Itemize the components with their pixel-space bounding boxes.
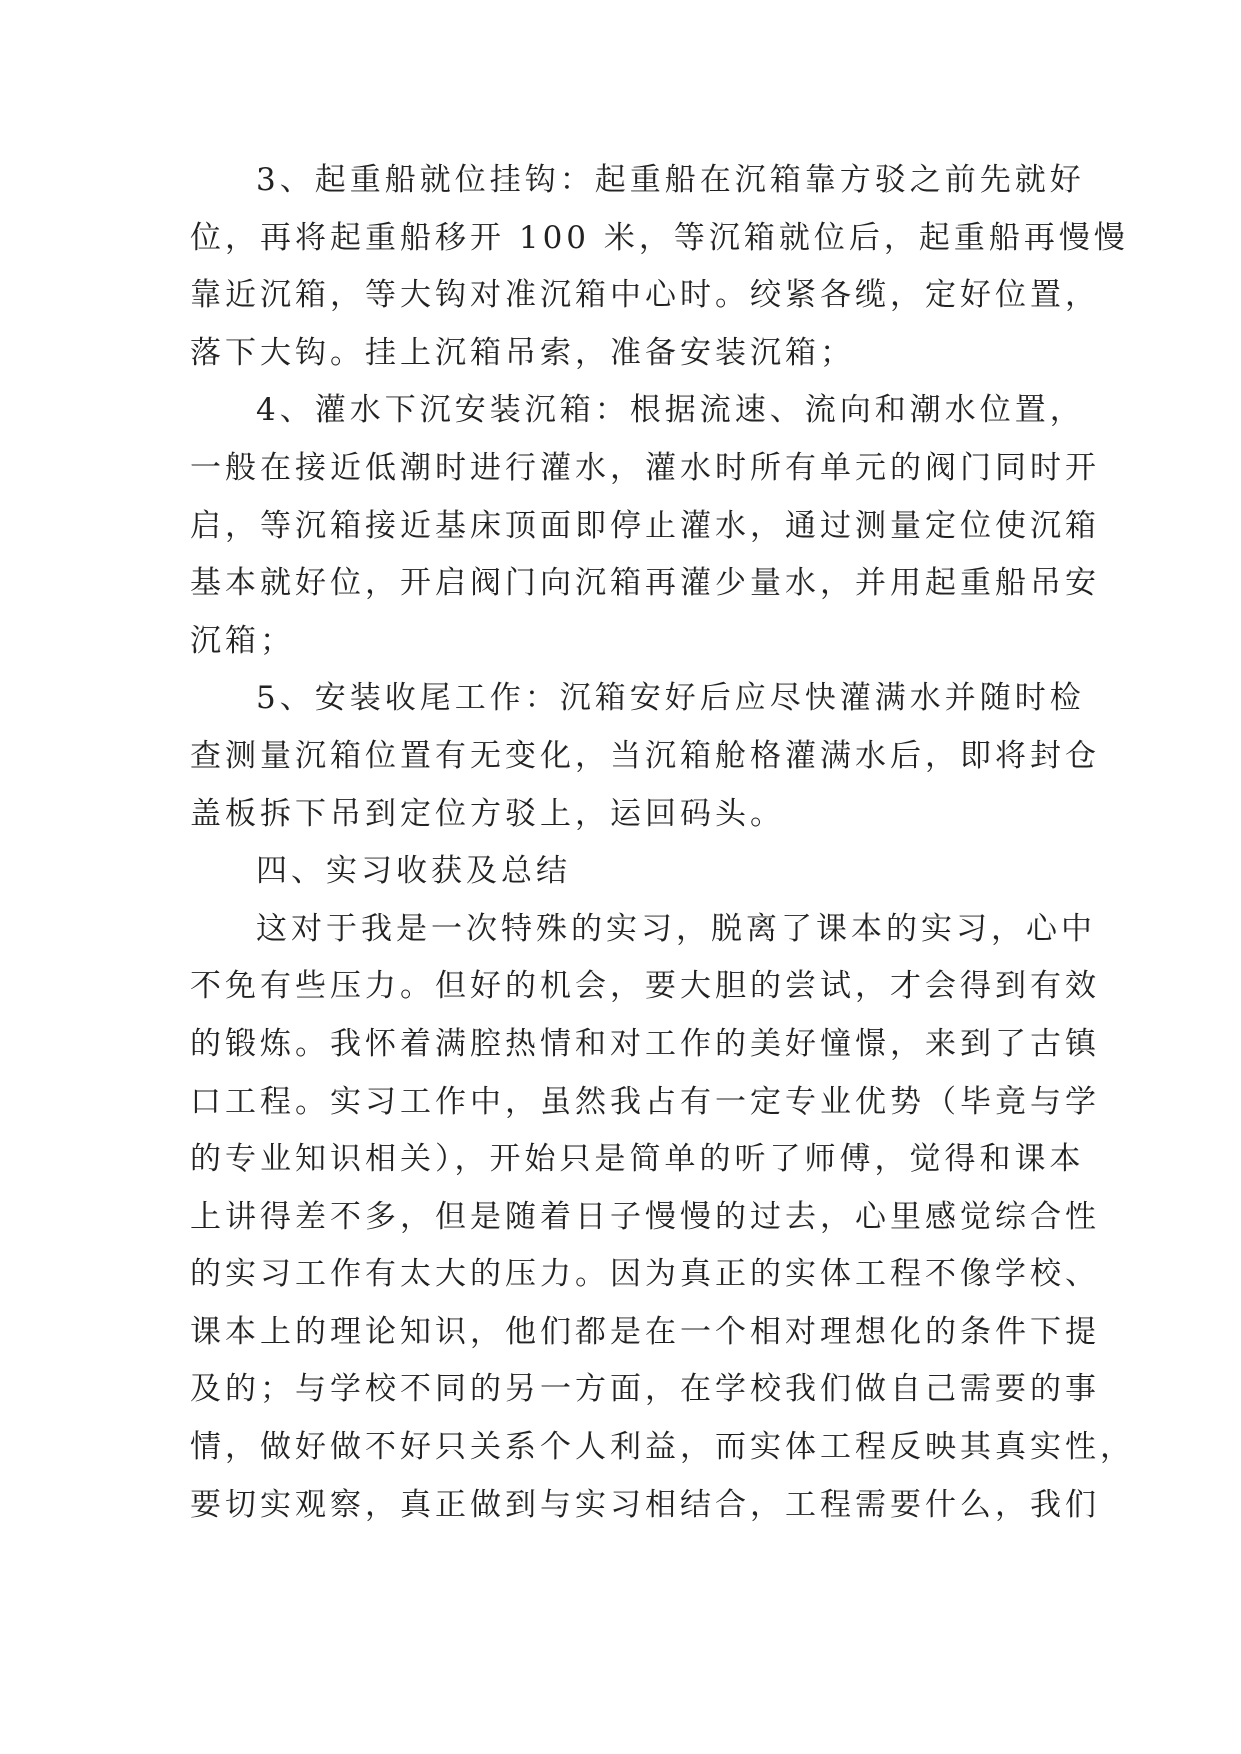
text-line: 4、灌水下沉安装沉箱：根据流速、流向和潮水位置， bbox=[256, 392, 1085, 429]
text-line: 5、安装收尾工作：沉箱安好后应尽快灌满水并随时检 bbox=[256, 680, 1085, 717]
text-line: 落下大钩。挂上沉箱吊索，准备安装沉箱； bbox=[190, 334, 855, 371]
text-line: 及的；与学校不同的另一方面，在学校我们做自己需要的事 bbox=[190, 1371, 1100, 1408]
text-line: 沉箱； bbox=[190, 622, 295, 659]
text-line: 不免有些压力。但好的机会，要大胆的尝试，才会得到有效 bbox=[190, 968, 1100, 1005]
text-line: 启，等沉箱接近基床顶面即停止灌水，通过测量定位使沉箱 bbox=[190, 507, 1100, 544]
section-heading: 四、实习收获及总结 bbox=[256, 853, 571, 890]
text-line: 盖板拆下吊到定位方驳上，运回码头。 bbox=[190, 795, 785, 832]
text-line: 上讲得差不多，但是随着日子慢慢的过去，心里感觉综合性 bbox=[190, 1198, 1100, 1235]
text-line: 的实习工作有太大的压力。因为真正的实体工程不像学校、 bbox=[190, 1256, 1100, 1293]
text-line: 情，做好做不好只关系个人利益，而实体工程反映其真实性， bbox=[190, 1429, 1135, 1466]
text-line: 基本就好位，开启阀门向沉箱再灌少量水，并用起重船吊安 bbox=[190, 565, 1100, 602]
text-line: 这对于我是一次特殊的实习，脱离了课本的实习，心中 bbox=[256, 910, 1096, 947]
text-line: 位，再将起重船移开 100 米，等沉箱就位后，起重船再慢慢 bbox=[190, 219, 1129, 256]
text-line: 的锻炼。我怀着满腔热情和对工作的美好憧憬，来到了古镇 bbox=[190, 1025, 1100, 1062]
text-line: 要切实观察，真正做到与实习相结合，工程需要什么，我们 bbox=[190, 1486, 1100, 1523]
text-line: 一般在接近低潮时进行灌水，灌水时所有单元的阀门同时开 bbox=[190, 449, 1100, 486]
text-line: 3、起重船就位挂钩：起重船在沉箱靠方驳之前先就好 bbox=[256, 162, 1085, 198]
text-line: 靠近沉箱，等大钩对准沉箱中心时。绞紧各缆，定好位置， bbox=[190, 277, 1100, 314]
text-line: 口工程。实习工作中，虽然我占有一定专业优势（毕竟与学 bbox=[190, 1083, 1100, 1120]
text-line: 的专业知识相关），开始只是简单的听了师傅，觉得和课本 bbox=[190, 1141, 1085, 1178]
text-line: 课本上的理论知识，他们都是在一个相对理想化的条件下提 bbox=[190, 1313, 1100, 1350]
text-line: 查测量沉箱位置有无变化，当沉箱舱格灌满水后，即将封仓 bbox=[190, 737, 1100, 774]
document-body bbox=[190, 152, 1135, 1534]
